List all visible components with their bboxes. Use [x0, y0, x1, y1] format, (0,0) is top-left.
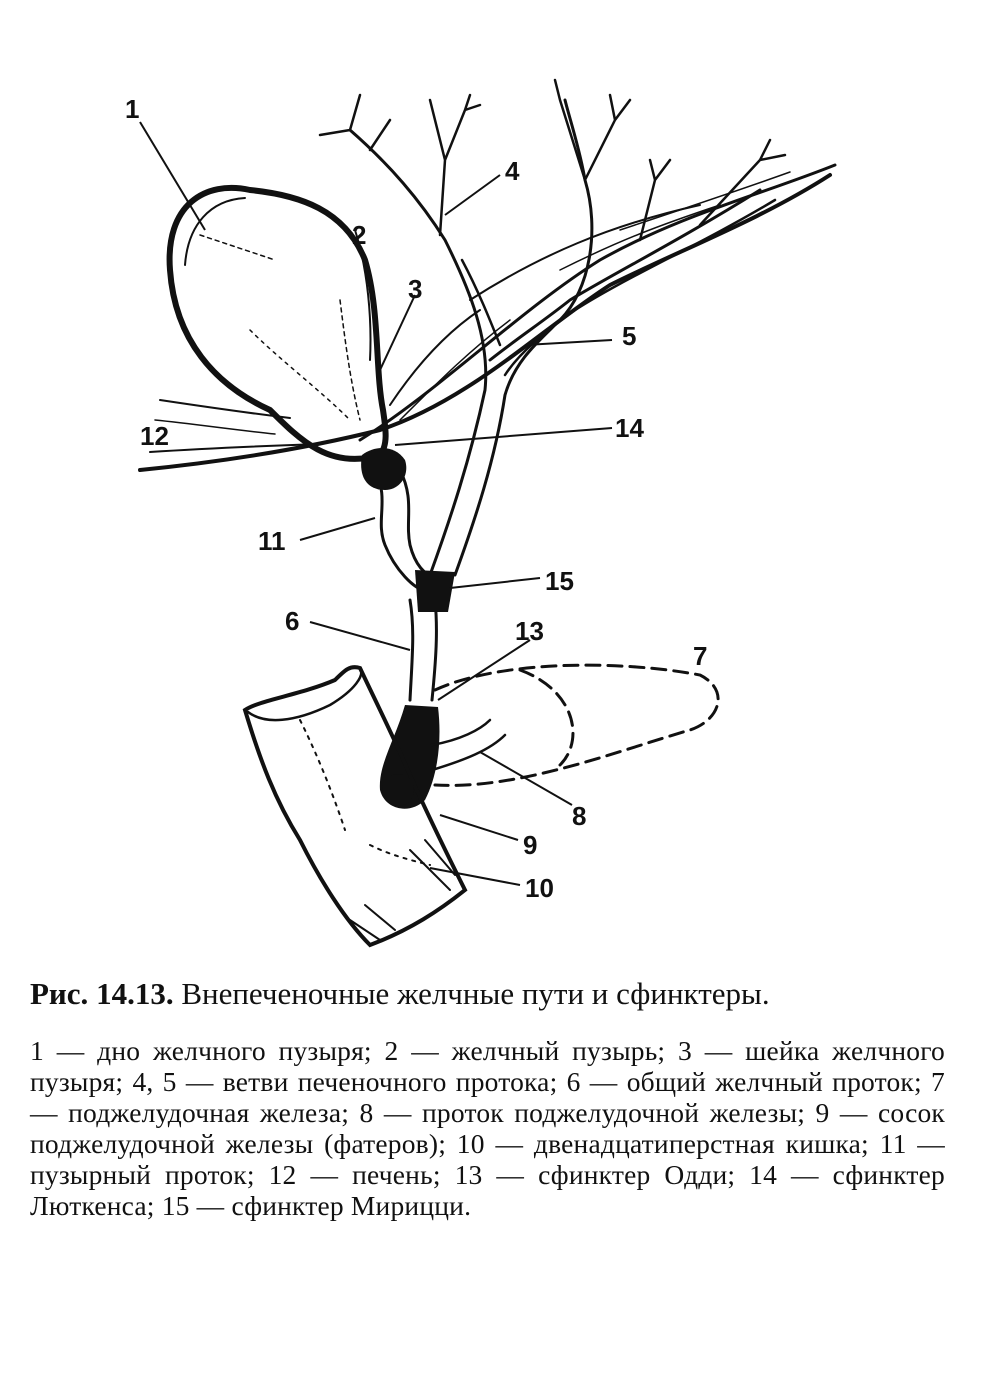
label-5: 5: [622, 321, 637, 351]
sphincter-lutkens: [361, 448, 406, 490]
label-8: 8: [572, 801, 587, 831]
caption-prefix: Рис.: [30, 976, 89, 1011]
pancreatic-duct: [432, 720, 505, 770]
sphincter-mirizzi: [415, 570, 455, 612]
bile-ducts: [320, 80, 785, 700]
label-4: 4: [505, 156, 520, 186]
label-3: 3: [408, 274, 423, 304]
figure-legend: 1 — дно желчного пузыря; 2 — желчный пузырь; 3 — шейка желчного пузыря; 4, 5 — ветви печеночного протока; 6 — общий желчный проток; 7 — поджелудочная железа; 8 — проток поджелудочной железы; 9 — сосок поджелудочной железы (фатеров); 10 — двенадцатиперстная кишка; 11 — пузырный проток; 12 — печень; 13 — сфинктер Одди; 14 — сфинктер Люткенса; 15 — сфинктер Мирицци.: [30, 1035, 945, 1221]
vater-papilla: [382, 774, 414, 806]
label-6: 6: [285, 606, 300, 636]
label-14: 14: [615, 413, 644, 443]
label-13: 13: [515, 616, 544, 646]
label-7: 7: [693, 641, 708, 671]
label-2: 2: [352, 220, 367, 250]
label-12: 12: [140, 421, 169, 451]
caption-title: [30, 975, 945, 1013]
label-1: 1: [125, 94, 140, 124]
pancreas: [435, 665, 718, 785]
caption-number: 14.13.: [96, 976, 174, 1011]
label-15: 15: [545, 566, 574, 596]
label-10: 10: [525, 873, 554, 903]
label-9: 9: [523, 830, 538, 860]
caption-title-text: Внепеченочные желчные пути и сфинктеры.: [181, 976, 770, 1011]
leader-lines: [140, 122, 612, 885]
label-11: 11: [258, 526, 286, 556]
figure-caption: [30, 975, 945, 1221]
